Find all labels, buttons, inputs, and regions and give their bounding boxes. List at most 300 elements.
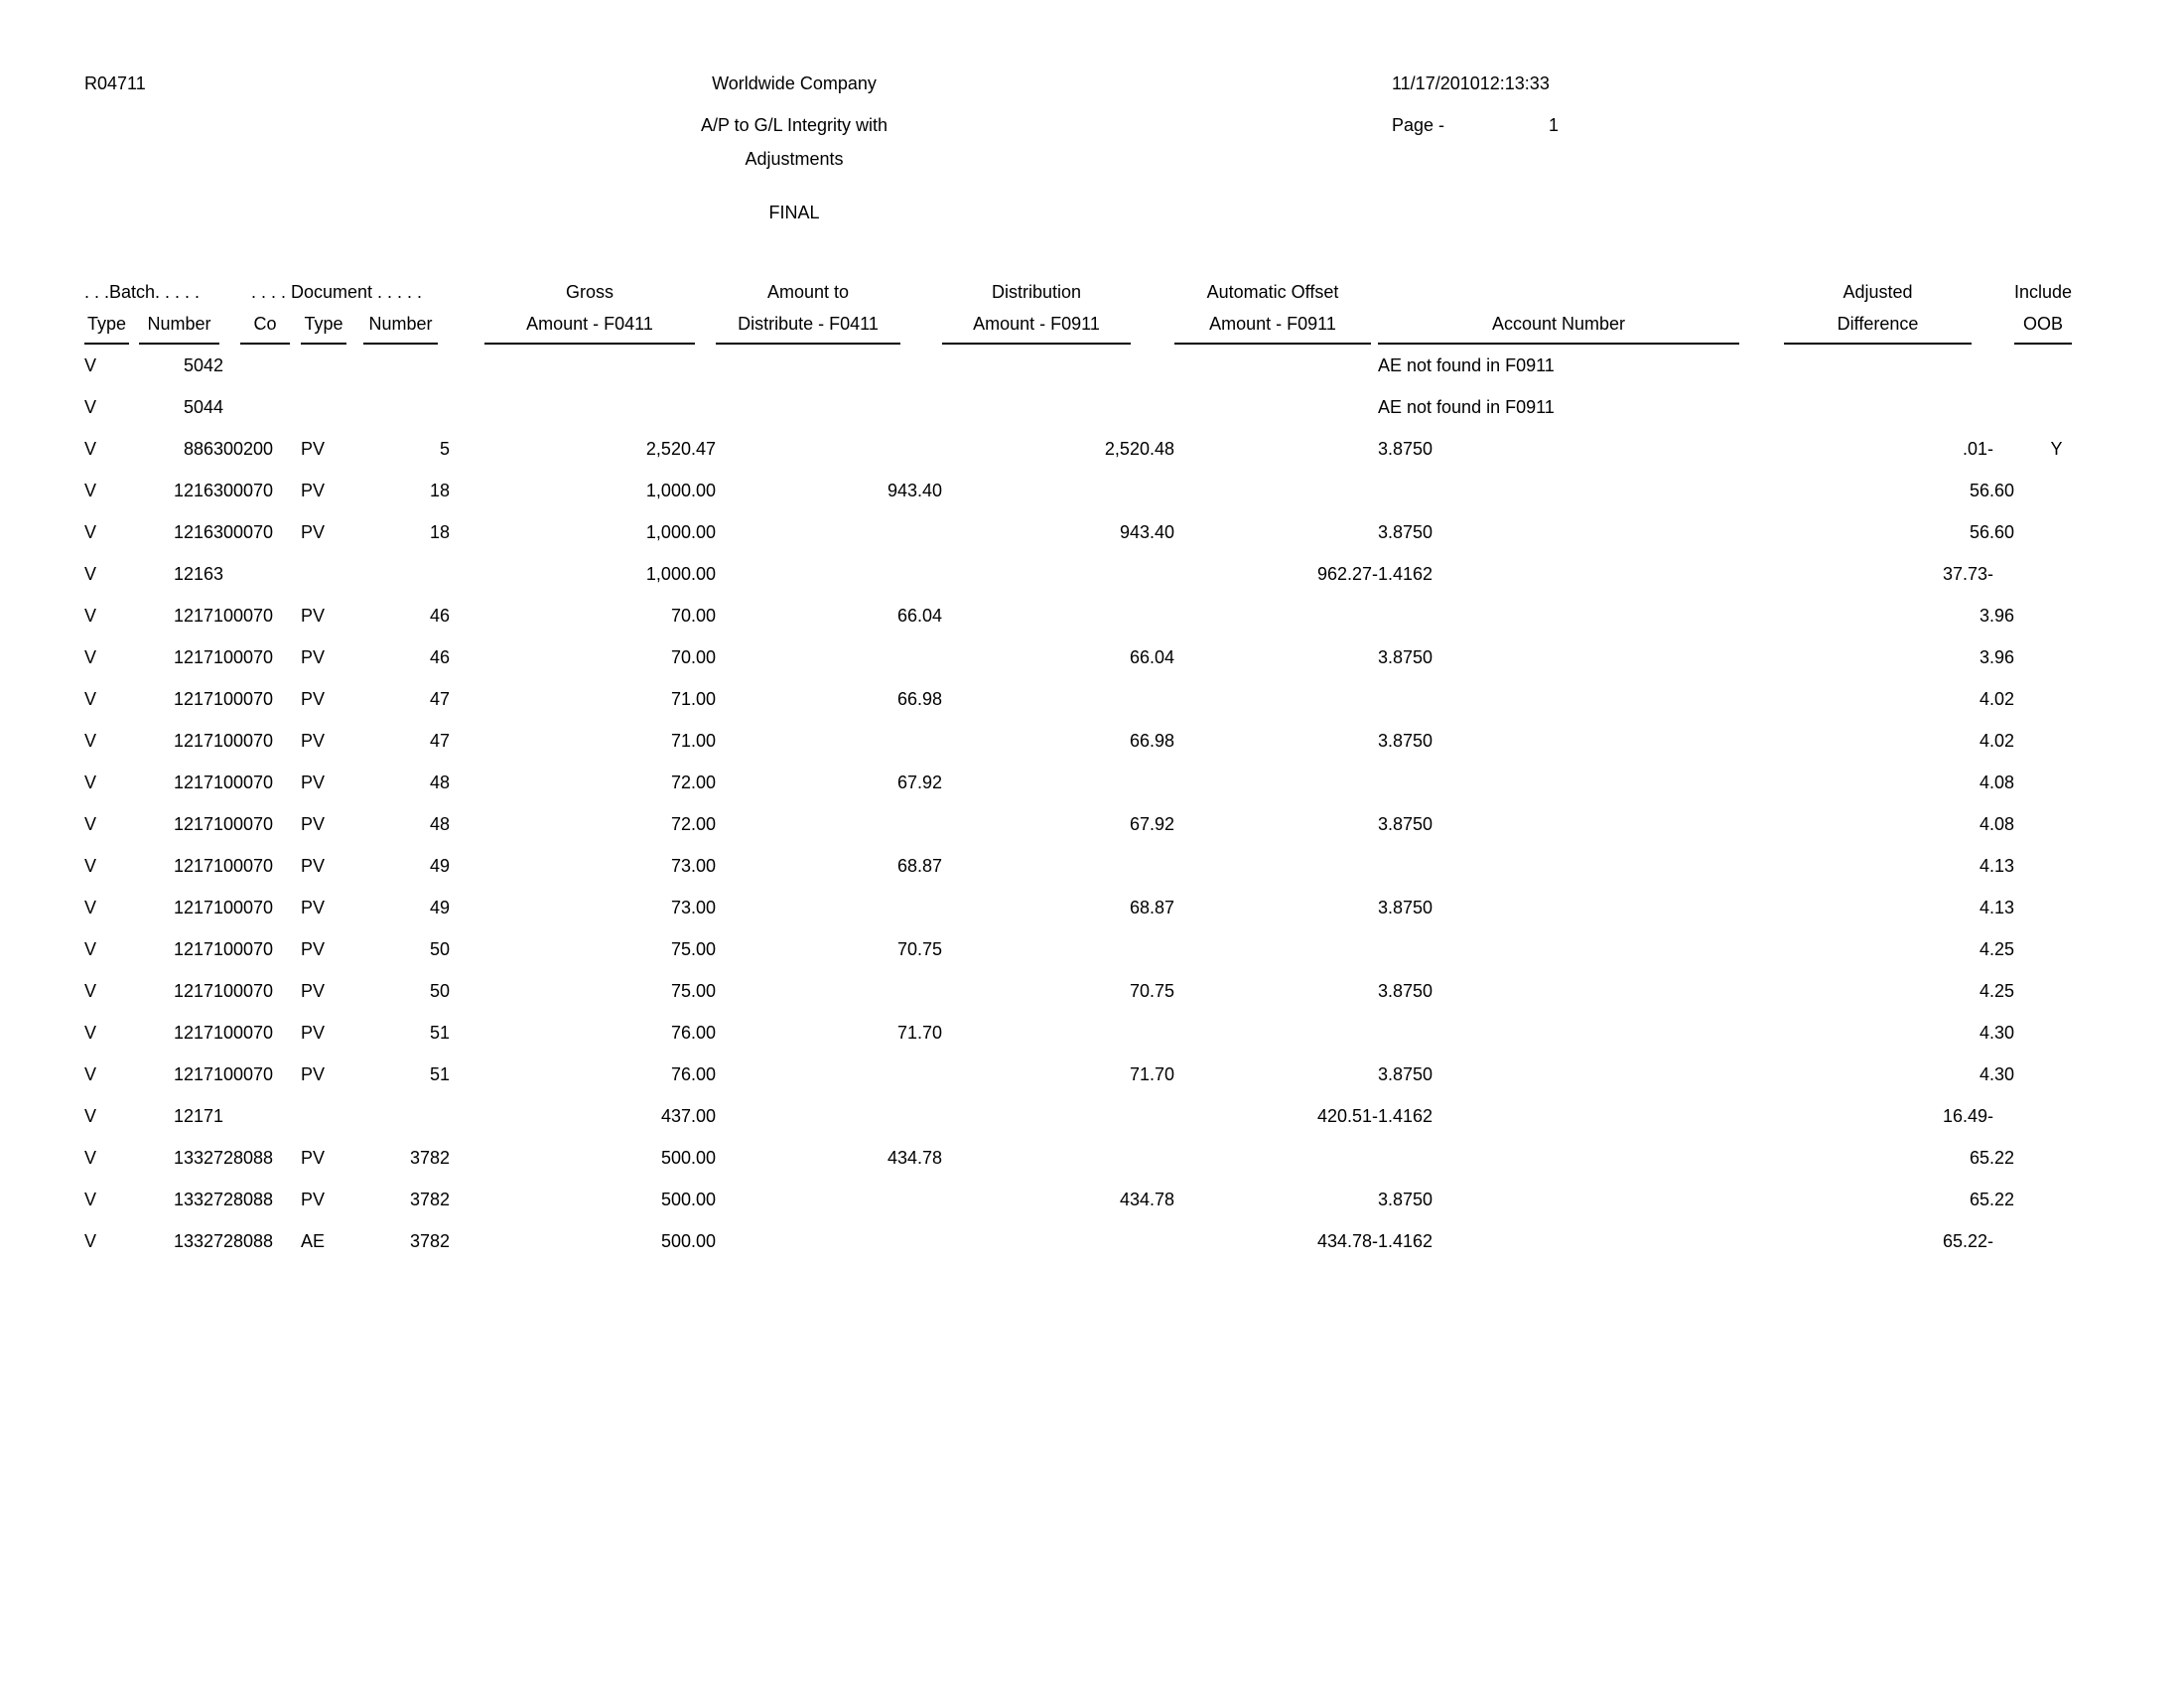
cell-adjusted-difference: 4.08	[1979, 813, 2014, 834]
cell-automatic-offset-amount-f0911	[1174, 636, 1378, 678]
cell-doc-number: 51	[429, 1022, 450, 1043]
table-row	[84, 345, 2099, 386]
cell-distribution-amount-f0911	[942, 1095, 1174, 1137]
cell-account-number: 3.8750	[1378, 1189, 1433, 1209]
cell-distribution-amount-f0911	[942, 678, 1174, 720]
col-header-doc-type: Type	[301, 314, 346, 345]
cell-amount-to-distribute-f0411	[716, 1220, 942, 1262]
cell-batch-type: V	[84, 521, 97, 542]
cell-automatic-offset-amount-f0911	[1174, 928, 1378, 970]
col-header-doc-number: Number	[363, 314, 438, 345]
cell-automatic-offset-amount-f0911: 962.27-	[1316, 563, 1378, 584]
cell-distribution-amount-f0911: 434.78	[1119, 1189, 1174, 1209]
cell-include-oob	[2014, 595, 2099, 636]
col-header-include-line2: OOB	[2014, 314, 2072, 345]
col-header-auto-offset-line2: Amount - F0911	[1174, 314, 1371, 345]
cell-doc-type: PV	[301, 521, 326, 542]
cell-include-oob	[2014, 386, 2099, 428]
cell-distribution-amount-f0911	[942, 386, 1174, 428]
cell-batch-type: V	[84, 1147, 97, 1168]
cell-gross-amount-f0411: 1,000.00	[645, 480, 716, 500]
cell-amount-to-distribute-f0411	[716, 553, 942, 595]
cell-include-oob	[2014, 887, 2099, 928]
cell-doc-type: PV	[301, 897, 326, 917]
report-date: 11/17/2010	[1392, 73, 1480, 93]
table-row	[84, 553, 2099, 595]
col-header-account-number: Account Number	[1378, 314, 1739, 345]
cell-doc-number: 49	[429, 897, 450, 917]
cell-batch-type: V	[84, 646, 97, 667]
cell-distribution-amount-f0911: 66.04	[1129, 646, 1174, 667]
cell-adjusted-difference: 16.49-	[1942, 1105, 1993, 1126]
cell-batch-type: V	[84, 563, 97, 584]
cell-gross-amount-f0411: 76.00	[670, 1063, 716, 1084]
cell-adjusted-difference: 4.13	[1979, 855, 2014, 876]
cell-account-number	[1378, 1012, 1784, 1054]
company-name: Worldwide Company	[712, 73, 877, 93]
cell-distribution-amount-f0911	[942, 845, 1174, 887]
cell-doc-type: PV	[301, 772, 326, 792]
cell-doc-number: 50	[429, 980, 450, 1001]
cell-automatic-offset-amount-f0911	[1174, 845, 1378, 887]
cell-doc-type: PV	[301, 1022, 326, 1043]
cell-automatic-offset-amount-f0911	[1174, 345, 1378, 386]
cell-automatic-offset-amount-f0911	[1174, 1012, 1378, 1054]
table-header-row	[84, 303, 2099, 345]
cell-doc-number: 3782	[409, 1189, 450, 1209]
cell-batch-type: V	[84, 855, 97, 876]
cell-distribution-amount-f0911: 66.98	[1129, 730, 1174, 751]
cell-gross-amount-f0411	[450, 386, 716, 428]
col-header-adjusted-line2: Difference	[1784, 314, 1972, 345]
cell-amount-to-distribute-f0411: 67.92	[896, 772, 942, 792]
cell-account-number: 1.4162	[1378, 563, 1433, 584]
cell-doc-type: PV	[301, 1189, 326, 1209]
cell-adjusted-difference: 56.60	[1969, 480, 2014, 500]
cell-amount-to-distribute-f0411	[716, 511, 942, 553]
cell-doc-number: 48	[429, 813, 450, 834]
cell-doc-type: PV	[301, 688, 326, 709]
cell-batch-number: 12171	[173, 980, 223, 1001]
cell-gross-amount-f0411: 2,520.47	[645, 438, 716, 459]
cell-batch-type: V	[84, 1230, 97, 1251]
cell-batch-number: 12171	[173, 938, 223, 959]
table-row	[84, 762, 2099, 803]
cell-account-number: 1.4162	[1378, 1230, 1433, 1251]
cell-batch-type: V	[84, 730, 97, 751]
cell-doc-number: 5	[439, 438, 450, 459]
cell-account-number: AE not found in F0911	[1378, 396, 1555, 417]
cell-doc-number	[352, 553, 450, 595]
cell-doc-number: 18	[429, 480, 450, 500]
integrity-table	[84, 263, 2099, 1262]
col-header-amount-to-line2: Distribute - F0411	[716, 314, 900, 345]
cell-doc-number: 3782	[409, 1230, 450, 1251]
table-row	[84, 511, 2099, 553]
cell-amount-to-distribute-f0411	[716, 720, 942, 762]
report-status: FINAL	[768, 203, 820, 222]
cell-distribution-amount-f0911: 68.87	[1129, 897, 1174, 917]
col-header-gross-line1: Gross	[565, 282, 614, 302]
cell-account-number	[1378, 845, 1784, 887]
cell-co: 28088	[223, 1189, 274, 1209]
cell-gross-amount-f0411: 70.00	[670, 646, 716, 667]
cell-gross-amount-f0411: 75.00	[670, 980, 716, 1001]
cell-co: 00070	[223, 813, 274, 834]
col-header-distribution-line1: Distribution	[991, 282, 1082, 302]
cell-adjusted-difference: 4.30	[1979, 1063, 2014, 1084]
cell-doc-type: PV	[301, 1063, 326, 1084]
cell-batch-type: V	[84, 1063, 97, 1084]
cell-amount-to-distribute-f0411	[716, 970, 942, 1012]
col-header-gross-line2: Amount - F0411	[484, 314, 695, 345]
table-row	[84, 845, 2099, 887]
page-number: 1	[1549, 115, 1560, 135]
cell-distribution-amount-f0911	[942, 470, 1174, 511]
cell-distribution-amount-f0911	[942, 553, 1174, 595]
cell-co: 00070	[223, 605, 274, 626]
cell-amount-to-distribute-f0411: 71.70	[896, 1022, 942, 1043]
cell-batch-type: V	[84, 438, 97, 459]
col-header-include-line1: Include	[2014, 282, 2073, 302]
cell-amount-to-distribute-f0411: 70.75	[896, 938, 942, 959]
cell-doc-type: PV	[301, 438, 326, 459]
col-header-auto-offset-line1: Automatic Offset	[1206, 282, 1339, 302]
cell-adjusted-difference: 3.96	[1979, 605, 2014, 626]
cell-adjusted-difference: 65.22-	[1942, 1230, 1993, 1251]
cell-doc-type	[301, 345, 352, 386]
cell-automatic-offset-amount-f0911	[1174, 428, 1378, 470]
cell-include-oob	[2014, 345, 2099, 386]
table-row	[84, 678, 2099, 720]
cell-co	[223, 386, 301, 428]
cell-distribution-amount-f0911	[942, 345, 1174, 386]
table-row	[84, 470, 2099, 511]
cell-batch-number: 5042	[183, 354, 223, 375]
cell-adjusted-difference: 4.02	[1979, 730, 2014, 751]
cell-account-number: 3.8750	[1378, 980, 1433, 1001]
cell-gross-amount-f0411: 72.00	[670, 772, 716, 792]
cell-automatic-offset-amount-f0911	[1174, 386, 1378, 428]
cell-batch-number: 12163	[173, 563, 223, 584]
table-row	[84, 595, 2099, 636]
cell-include-oob	[2014, 720, 2099, 762]
cell-distribution-amount-f0911	[942, 595, 1174, 636]
cell-batch-number: 12171	[173, 772, 223, 792]
document-group-header: . . . . Document . . . . .	[250, 282, 423, 302]
cell-doc-type: PV	[301, 480, 326, 500]
cell-adjusted-difference: 37.73-	[1942, 563, 1993, 584]
cell-co: 28088	[223, 1147, 274, 1168]
cell-adjusted-difference: 4.25	[1979, 938, 2014, 959]
cell-batch-type: V	[84, 354, 97, 375]
cell-co: 00070	[223, 772, 274, 792]
cell-account-number	[1378, 762, 1784, 803]
cell-doc-type: PV	[301, 980, 326, 1001]
cell-account-number: 3.8750	[1378, 730, 1433, 751]
cell-doc-number	[352, 386, 450, 428]
page-line	[1392, 115, 1789, 136]
cell-doc-number: 46	[429, 605, 450, 626]
cell-distribution-amount-f0911: 67.92	[1129, 813, 1174, 834]
cell-batch-type: V	[84, 813, 97, 834]
cell-automatic-offset-amount-f0911	[1174, 595, 1378, 636]
cell-amount-to-distribute-f0411	[716, 887, 942, 928]
cell-amount-to-distribute-f0411: 943.40	[887, 480, 942, 500]
table-row	[84, 928, 2099, 970]
cell-co: 00200	[223, 438, 274, 459]
cell-co: 00070	[223, 688, 274, 709]
cell-amount-to-distribute-f0411: 66.04	[896, 605, 942, 626]
cell-amount-to-distribute-f0411	[716, 386, 942, 428]
cell-include-oob	[2014, 970, 2099, 1012]
cell-batch-number: 12171	[173, 646, 223, 667]
cell-automatic-offset-amount-f0911	[1174, 720, 1378, 762]
cell-distribution-amount-f0911	[942, 928, 1174, 970]
cell-adjusted-difference	[1784, 386, 2014, 428]
cell-distribution-amount-f0911: 2,520.48	[1104, 438, 1174, 459]
col-header-adjusted-line1: Adjusted	[1843, 282, 1913, 302]
col-header-distribution-line2: Amount - F0911	[942, 314, 1131, 345]
cell-adjusted-difference: 3.96	[1979, 646, 2014, 667]
table-row	[84, 720, 2099, 762]
cell-doc-number	[352, 1095, 450, 1137]
table-row	[84, 386, 2099, 428]
col-header-co: Co	[240, 314, 290, 345]
cell-gross-amount-f0411: 437.00	[660, 1105, 716, 1126]
col-header-batch-type: Type	[84, 314, 129, 345]
cell-co: 00070	[223, 938, 274, 959]
cell-amount-to-distribute-f0411	[716, 803, 942, 845]
cell-automatic-offset-amount-f0911	[1174, 1137, 1378, 1179]
cell-gross-amount-f0411: 71.00	[670, 688, 716, 709]
cell-doc-type: PV	[301, 938, 326, 959]
cell-batch-type: V	[84, 688, 97, 709]
report-title-line2: Adjustments	[745, 149, 844, 169]
cell-amount-to-distribute-f0411	[716, 428, 942, 470]
cell-adjusted-difference: 4.25	[1979, 980, 2014, 1001]
cell-amount-to-distribute-f0411	[716, 1054, 942, 1095]
cell-batch-type: V	[84, 897, 97, 917]
cell-account-number: 3.8750	[1378, 521, 1433, 542]
cell-batch-number: 8863	[183, 438, 223, 459]
cell-amount-to-distribute-f0411	[716, 345, 942, 386]
cell-distribution-amount-f0911: 70.75	[1129, 980, 1174, 1001]
cell-amount-to-distribute-f0411: 68.87	[896, 855, 942, 876]
cell-adjusted-difference: .01-	[1962, 438, 1993, 459]
table-row	[84, 428, 2099, 470]
cell-distribution-amount-f0911	[942, 1220, 1174, 1262]
cell-batch-number: 5044	[183, 396, 223, 417]
cell-account-number: 3.8750	[1378, 438, 1433, 459]
cell-doc-type: PV	[301, 605, 326, 626]
cell-doc-number: 49	[429, 855, 450, 876]
cell-batch-number: 12163	[173, 521, 223, 542]
cell-include-oob	[2014, 636, 2099, 678]
cell-co: 28088	[223, 1230, 274, 1251]
cell-include-oob	[2014, 803, 2099, 845]
cell-doc-type: PV	[301, 730, 326, 751]
cell-co: 00070	[223, 521, 274, 542]
table-row	[84, 636, 2099, 678]
cell-automatic-offset-amount-f0911: 420.51-	[1316, 1105, 1378, 1126]
cell-batch-number: 12171	[173, 688, 223, 709]
cell-adjusted-difference: 4.30	[1979, 1022, 2014, 1043]
cell-batch-type: V	[84, 938, 97, 959]
cell-doc-type	[301, 553, 352, 595]
cell-co	[223, 553, 301, 595]
cell-co: 00070	[223, 646, 274, 667]
cell-doc-number: 47	[429, 688, 450, 709]
cell-gross-amount-f0411: 71.00	[670, 730, 716, 751]
cell-adjusted-difference: 56.60	[1969, 521, 2014, 542]
cell-amount-to-distribute-f0411	[716, 636, 942, 678]
cell-gross-amount-f0411: 70.00	[670, 605, 716, 626]
cell-batch-type: V	[84, 396, 97, 417]
cell-batch-number: 13327	[173, 1189, 223, 1209]
cell-include-oob	[2014, 1012, 2099, 1054]
cell-doc-number: 3782	[409, 1147, 450, 1168]
table-row	[84, 1179, 2099, 1220]
cell-gross-amount-f0411: 500.00	[660, 1147, 716, 1168]
cell-automatic-offset-amount-f0911	[1174, 762, 1378, 803]
cell-doc-type	[301, 386, 352, 428]
report-header-right	[1392, 73, 1560, 135]
cell-include-oob	[2014, 553, 2099, 595]
page-label: Page -	[1392, 115, 1445, 135]
cell-batch-type: V	[84, 1189, 97, 1209]
cell-account-number: 3.8750	[1378, 897, 1433, 917]
cell-account-number: 1.4162	[1378, 1105, 1433, 1126]
cell-include-oob: Y	[2050, 438, 2063, 459]
cell-automatic-offset-amount-f0911	[1174, 803, 1378, 845]
cell-account-number: 3.8750	[1378, 1063, 1433, 1084]
cell-automatic-offset-amount-f0911	[1174, 678, 1378, 720]
cell-automatic-offset-amount-f0911	[1174, 511, 1378, 553]
cell-distribution-amount-f0911	[942, 1012, 1174, 1054]
cell-batch-number: 13327	[173, 1147, 223, 1168]
table-row	[84, 887, 2099, 928]
cell-automatic-offset-amount-f0911	[1174, 970, 1378, 1012]
cell-include-oob	[2014, 678, 2099, 720]
cell-batch-type: V	[84, 1022, 97, 1043]
cell-doc-number	[352, 345, 450, 386]
cell-amount-to-distribute-f0411	[716, 1095, 942, 1137]
cell-account-number: 3.8750	[1378, 646, 1433, 667]
table-row	[84, 1054, 2099, 1095]
cell-doc-type: PV	[301, 813, 326, 834]
cell-distribution-amount-f0911	[942, 1137, 1174, 1179]
cell-gross-amount-f0411: 73.00	[670, 855, 716, 876]
cell-include-oob	[2014, 1220, 2099, 1262]
cell-include-oob	[2014, 1095, 2099, 1137]
cell-gross-amount-f0411: 500.00	[660, 1189, 716, 1209]
cell-co: 00070	[223, 855, 274, 876]
cell-co: 00070	[223, 897, 274, 917]
cell-include-oob	[2014, 928, 2099, 970]
cell-automatic-offset-amount-f0911: 434.78-	[1316, 1230, 1378, 1251]
cell-batch-number: 12171	[173, 1022, 223, 1043]
cell-batch-type: V	[84, 605, 97, 626]
cell-adjusted-difference: 65.22	[1969, 1147, 2014, 1168]
cell-distribution-amount-f0911: 71.70	[1129, 1063, 1174, 1084]
cell-gross-amount-f0411: 72.00	[670, 813, 716, 834]
table-row	[84, 1012, 2099, 1054]
cell-include-oob	[2014, 1179, 2099, 1220]
cell-adjusted-difference: 65.22	[1969, 1189, 2014, 1209]
cell-adjusted-difference: 4.02	[1979, 688, 2014, 709]
cell-batch-number: 13327	[173, 1230, 223, 1251]
cell-doc-type: PV	[301, 855, 326, 876]
cell-doc-type: PV	[301, 646, 326, 667]
cell-doc-type: AE	[301, 1230, 326, 1251]
cell-batch-type: V	[84, 772, 97, 792]
cell-automatic-offset-amount-f0911	[1174, 1179, 1378, 1220]
cell-co: 00070	[223, 1063, 274, 1084]
cell-include-oob	[2014, 762, 2099, 803]
table-header-group-row	[84, 263, 2099, 303]
cell-doc-number: 50	[429, 938, 450, 959]
cell-amount-to-distribute-f0411: 66.98	[896, 688, 942, 709]
cell-account-number	[1378, 678, 1784, 720]
col-header-amount-to-line1: Amount to	[766, 282, 850, 302]
cell-doc-type: PV	[301, 1147, 326, 1168]
cell-gross-amount-f0411: 73.00	[670, 897, 716, 917]
cell-adjusted-difference	[1784, 345, 2014, 386]
cell-adjusted-difference: 4.08	[1979, 772, 2014, 792]
cell-batch-number: 12171	[173, 813, 223, 834]
cell-include-oob	[2014, 1137, 2099, 1179]
cell-co: 00070	[223, 1022, 274, 1043]
cell-account-number: AE not found in F0911	[1378, 354, 1555, 375]
report-time: 12:13:33	[1479, 73, 1550, 93]
cell-doc-number: 51	[429, 1063, 450, 1084]
cell-batch-number: 12171	[173, 605, 223, 626]
cell-include-oob	[2014, 1054, 2099, 1095]
cell-automatic-offset-amount-f0911	[1174, 470, 1378, 511]
cell-batch-type: V	[84, 980, 97, 1001]
cell-batch-type: V	[84, 480, 97, 500]
cell-account-number	[1378, 1137, 1784, 1179]
cell-gross-amount-f0411: 500.00	[660, 1230, 716, 1251]
col-header-batch-number: Number	[139, 314, 219, 345]
cell-co: 00070	[223, 980, 274, 1001]
report-id: R04711	[84, 73, 146, 93]
table-row	[84, 803, 2099, 845]
batch-group-header: . . .Batch. . . . .	[84, 282, 201, 302]
cell-doc-number: 48	[429, 772, 450, 792]
report-title-line1: A/P to G/L Integrity with	[700, 115, 888, 135]
cell-account-number	[1378, 928, 1784, 970]
cell-co	[223, 345, 301, 386]
cell-batch-number: 12171	[173, 1063, 223, 1084]
cell-gross-amount-f0411: 75.00	[670, 938, 716, 959]
cell-batch-number: 12163	[173, 480, 223, 500]
table-header	[84, 263, 2099, 345]
table-body	[84, 345, 2099, 1262]
cell-include-oob	[2014, 511, 2099, 553]
cell-adjusted-difference: 4.13	[1979, 897, 2014, 917]
cell-gross-amount-f0411	[450, 345, 716, 386]
cell-automatic-offset-amount-f0911	[1174, 887, 1378, 928]
cell-gross-amount-f0411: 1,000.00	[645, 521, 716, 542]
cell-amount-to-distribute-f0411: 434.78	[887, 1147, 942, 1168]
cell-batch-type: V	[84, 1105, 97, 1126]
cell-doc-number: 18	[429, 521, 450, 542]
cell-account-number: 3.8750	[1378, 813, 1433, 834]
cell-distribution-amount-f0911: 943.40	[1119, 521, 1174, 542]
cell-automatic-offset-amount-f0911	[1174, 1054, 1378, 1095]
